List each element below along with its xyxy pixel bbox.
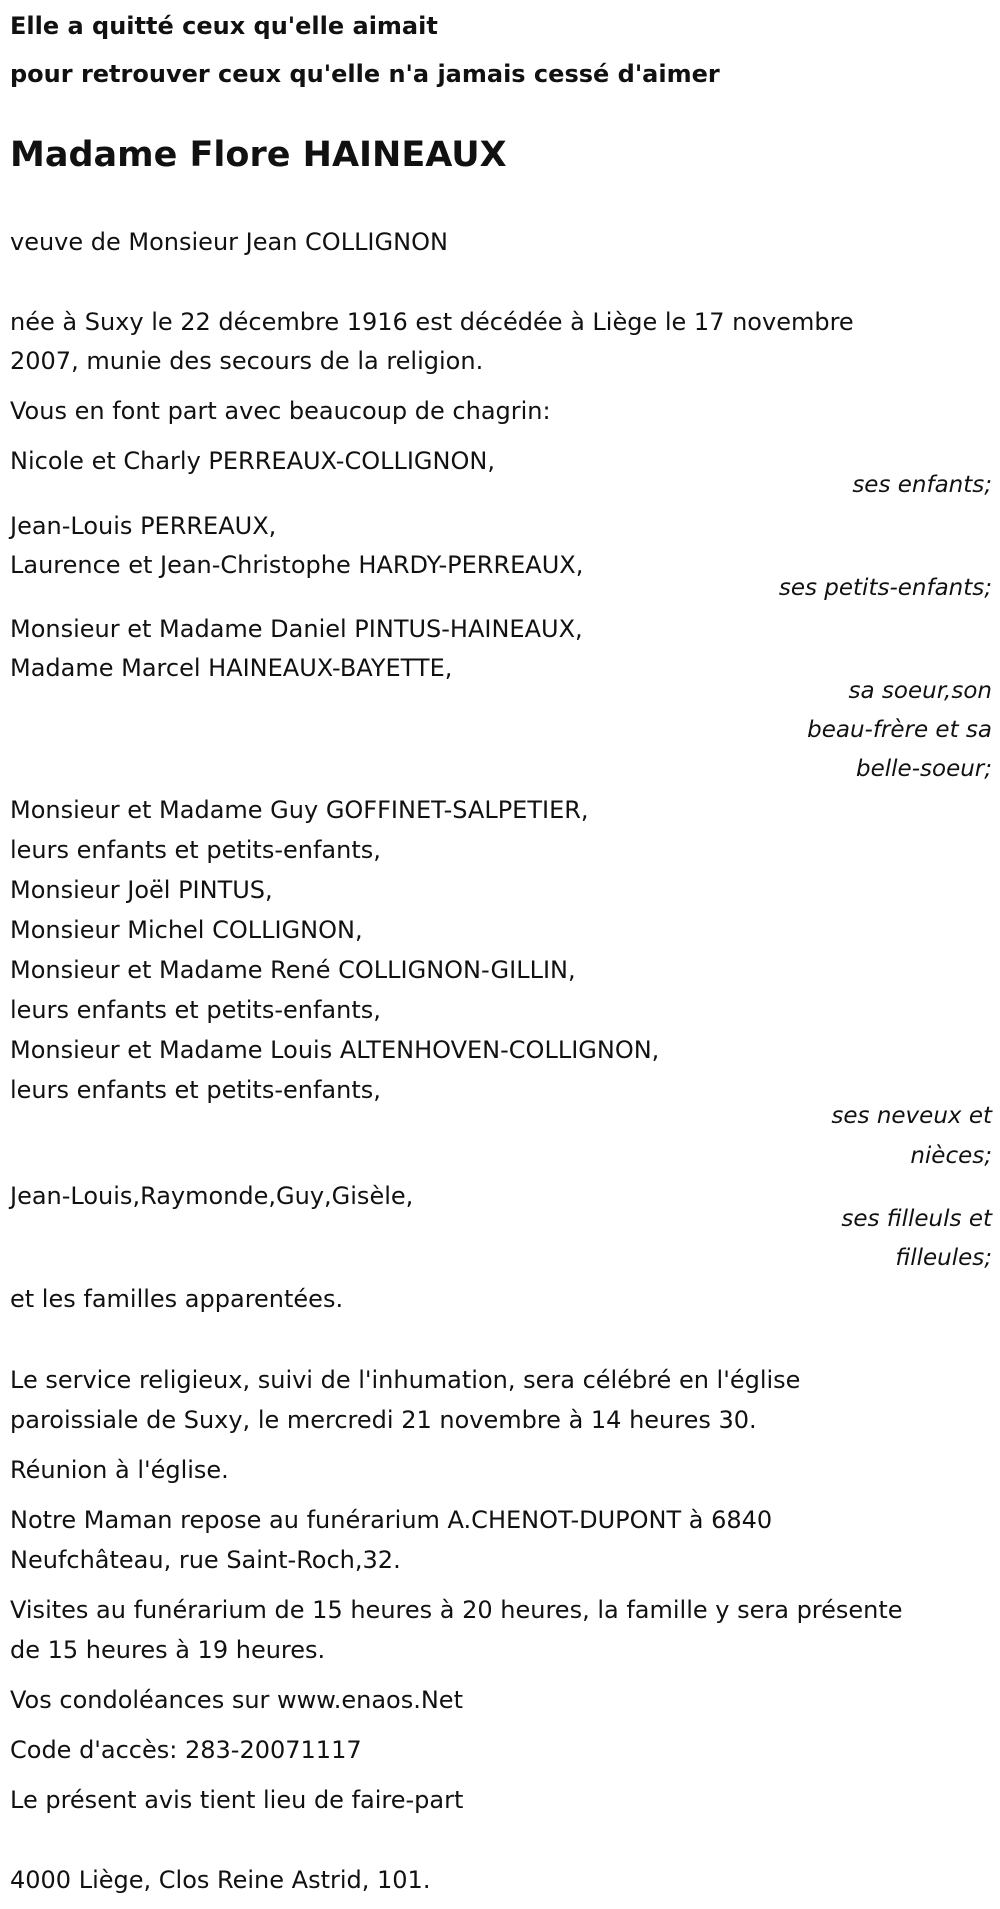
visits-text: Visites au funérarium de 15 heures à 20 heures, la famille y sera présente: [10, 1596, 903, 1624]
family-member: leurs enfants et petits-enfants,: [10, 1076, 381, 1104]
family-member: Monsieur et Madame Daniel PINTUS-HAINEAUX,: [10, 615, 583, 643]
service-text: paroissiale de Suxy, le mercredi 21 novembre à 14 heures 30.: [10, 1406, 757, 1434]
birth-death-text: née à Suxy le 22 décembre 1916 est décédée à Liège le 17 novembre: [10, 308, 854, 336]
relation-label: sa soeur,son: [848, 678, 992, 704]
relation-label: nièces;: [910, 1143, 992, 1169]
family-member: Jean-Louis PERREAUX,: [10, 512, 277, 540]
closing-text: et les familles apparentées.: [10, 1285, 344, 1313]
access-code: Code d'accès: 283-20071117: [10, 1736, 362, 1764]
family-member: Nicole et Charly PERREAUX-COLLIGNON,: [10, 447, 495, 475]
relation-label: belle-soeur;: [856, 756, 992, 782]
relation-label: ses neveux et: [831, 1103, 992, 1129]
epitaph-line: pour retrouver ceux qu'elle n'a jamais cessé d'aimer: [10, 60, 720, 88]
meeting-text: Réunion à l'église.: [10, 1456, 229, 1484]
notice-text: Le présent avis tient lieu de faire-part: [10, 1786, 464, 1814]
relation-label: ses filleuls et: [841, 1206, 992, 1232]
visits-text: de 15 heures à 19 heures.: [10, 1636, 326, 1664]
announcement-text: Vous en font part avec beaucoup de chagrin:: [10, 397, 551, 425]
relation-label: ses enfants;: [852, 472, 992, 498]
family-member: Monsieur Joël PINTUS,: [10, 876, 273, 904]
widow-of: veuve de Monsieur Jean COLLIGNON: [10, 228, 448, 256]
family-member: Jean-Louis,Raymonde,Guy,Gisèle,: [10, 1182, 414, 1210]
birth-death-text: 2007, munie des secours de la religion.: [10, 347, 484, 375]
family-member: Laurence et Jean-Christophe HARDY-PERREAUX,: [10, 551, 584, 579]
family-member: leurs enfants et petits-enfants,: [10, 836, 381, 864]
funeral-home-text: Notre Maman repose au funérarium A.CHENOT-DUPONT à 6840: [10, 1506, 773, 1534]
funeral-home-text: Neufchâteau, rue Saint-Roch,32.: [10, 1546, 401, 1574]
family-member: Monsieur et Madame René COLLIGNON-GILLIN,: [10, 956, 576, 984]
relation-label: beau-frère et sa: [807, 717, 992, 743]
condolences-text: Vos condoléances sur www.enaos.Net: [10, 1686, 463, 1714]
family-member: Monsieur et Madame Louis ALTENHOVEN-COLLIGNON,: [10, 1036, 660, 1064]
deceased-name: Madame Flore HAINEAUX: [10, 135, 507, 175]
family-member: Monsieur et Madame Guy GOFFINET-SALPETIER,: [10, 796, 589, 824]
relation-label: filleules;: [895, 1245, 992, 1271]
address-text: 4000 Liège, Clos Reine Astrid, 101.: [10, 1866, 431, 1894]
family-member: leurs enfants et petits-enfants,: [10, 996, 381, 1024]
relation-label: ses petits-enfants;: [778, 575, 992, 601]
family-member: Monsieur Michel COLLIGNON,: [10, 916, 363, 944]
epitaph-line: Elle a quitté ceux qu'elle aimait: [10, 12, 438, 40]
service-text: Le service religieux, suivi de l'inhumation, sera célébré en l'église: [10, 1366, 801, 1394]
family-member: Madame Marcel HAINEAUX-BAYETTE,: [10, 654, 453, 682]
